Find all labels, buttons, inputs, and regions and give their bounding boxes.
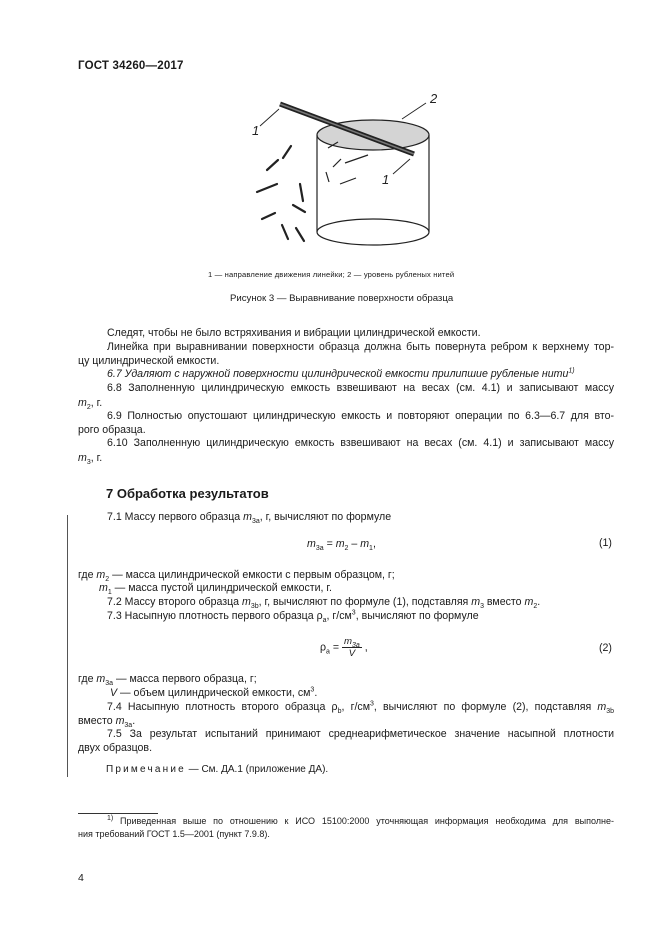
paragraph-7-5: 7.5 За результат испытаний принимают среднеарифметическое значение насыпной плотности	[107, 728, 614, 740]
paragraph: $m_3$, г.	[78, 452, 103, 467]
paragraph-7-3: 7.3 Насыпную плотность первого образца $\rho_a$, $г/см^3$, вычисляют по формуле	[107, 609, 479, 625]
paragraph: Линейка при выравнивании поверхности образца должна быть повернута ребром к верхнему тор-	[107, 341, 614, 353]
paragraph: Следят, чтобы не было встряхивания и вибрации цилиндрической емкости.	[107, 327, 481, 339]
figure-label-1: 1	[252, 123, 260, 138]
where-clause: где $m_2$ — масса цилиндрической емкости с первым образцом, г;	[78, 569, 395, 584]
footnote: $^{1)}$ Приведенная выше по отношению к ИСО 15100:2000 уточняющая информация необходима для выполне- ния требований ГОСТ 1.5—2001 (пункт 7.9.8).	[78, 815, 614, 839]
leader-line-1b	[393, 159, 410, 174]
paragraph-6-10: 6.10 Заполненную цилиндрическую емкость взвешивают на весах (см. 4.1) и записывают массу	[107, 437, 614, 449]
paragraph: вместо $m_{3a}$.	[78, 715, 136, 730]
paragraph-7-1: 7.1 Массу первого образца $m_{3a}$, г, вычисляют по формуле	[107, 511, 392, 526]
fraction: $\frac{m_{3a}}{V}$	[344, 636, 360, 659]
document-header: ГОСТ 34260—2017	[78, 60, 184, 72]
paragraph-6-9: 6.9 Полностью опустошают цилиндрическую емкость и повторяют операции по 6.3—6.7 для вто-	[107, 410, 614, 422]
paragraph-6-7: 6.7 Удаляют с наружной поверхности цилиндрической емкости прилипшие рубленые нити$^{1)}$	[107, 367, 575, 380]
flying-thread	[296, 228, 304, 241]
section-heading: 7 Обработка результатов	[106, 486, 269, 501]
flying-thread	[283, 146, 291, 158]
formula-number: (1)	[599, 537, 612, 549]
where-clause: V — объем цилиндрической емкости, $см^3$.	[110, 686, 318, 699]
thread-mark	[326, 172, 329, 182]
flying-thread	[293, 205, 305, 212]
figure-legend: 1 — направление движения линейки; 2 — уровень рубленых нитей	[208, 270, 455, 279]
paragraph: $m_2$, г.	[78, 397, 103, 412]
figure-label-2: 2	[430, 91, 438, 106]
flying-thread	[267, 160, 278, 170]
formula-number: (2)	[599, 642, 612, 654]
paragraph: рого образца.	[78, 424, 146, 436]
figure-label-1-second: 1	[382, 172, 390, 187]
footnote-separator	[78, 813, 158, 814]
leader-line-2	[402, 103, 426, 119]
paragraph: цу цилиндрической емкости.	[78, 355, 220, 367]
thread-mark	[345, 155, 368, 163]
figure-title: Рисунок 3 — Выравнивание поверхности образца	[230, 293, 454, 304]
formula-2: $\rho_a$ = $\frac{m_{3a}}{V}$ ,	[320, 636, 368, 659]
paragraph-6-8: 6.8 Заполненную цилиндрическую емкость взвешивают на весах (см. 4.1) и записывают массу	[107, 382, 614, 394]
note: Примечание — См. ДА.1 (приложение ДА).	[106, 764, 329, 775]
paragraph: двух образцов.	[78, 742, 153, 754]
flying-thread	[282, 225, 288, 239]
figure-cylinder-leveling	[230, 88, 470, 258]
change-bar	[67, 515, 68, 777]
page-number: 4	[78, 872, 84, 884]
flying-thread	[300, 184, 303, 201]
paragraph-7-4: 7.4 Насыпную плотность второго образца $\rho_b$, $г/см^3$, вычисляют по формуле (2), подставляя $m_{3b}$	[107, 700, 614, 716]
flying-thread	[262, 213, 275, 219]
cylinder-bottom-ellipse	[317, 219, 429, 245]
where-clause: где $m_{3a}$ — масса первого образца, г;	[78, 673, 257, 688]
flying-thread	[257, 184, 277, 192]
formula-1: $m_{3a} = m_2 - m_1$,	[307, 538, 376, 553]
paragraph-7-2: 7.2 Массу второго образца $m_{3b}$, г, вычисляют по формуле (1), подставляя $m_3$ вместо $m_2$.	[107, 596, 541, 611]
leader-line-1	[260, 109, 279, 126]
thread-mark	[333, 159, 341, 167]
cylinder-diagram	[230, 88, 470, 258]
thread-mark	[340, 178, 356, 184]
where-clause: $m_1$ — масса пустой цилиндрической емкости, г.	[99, 582, 332, 597]
